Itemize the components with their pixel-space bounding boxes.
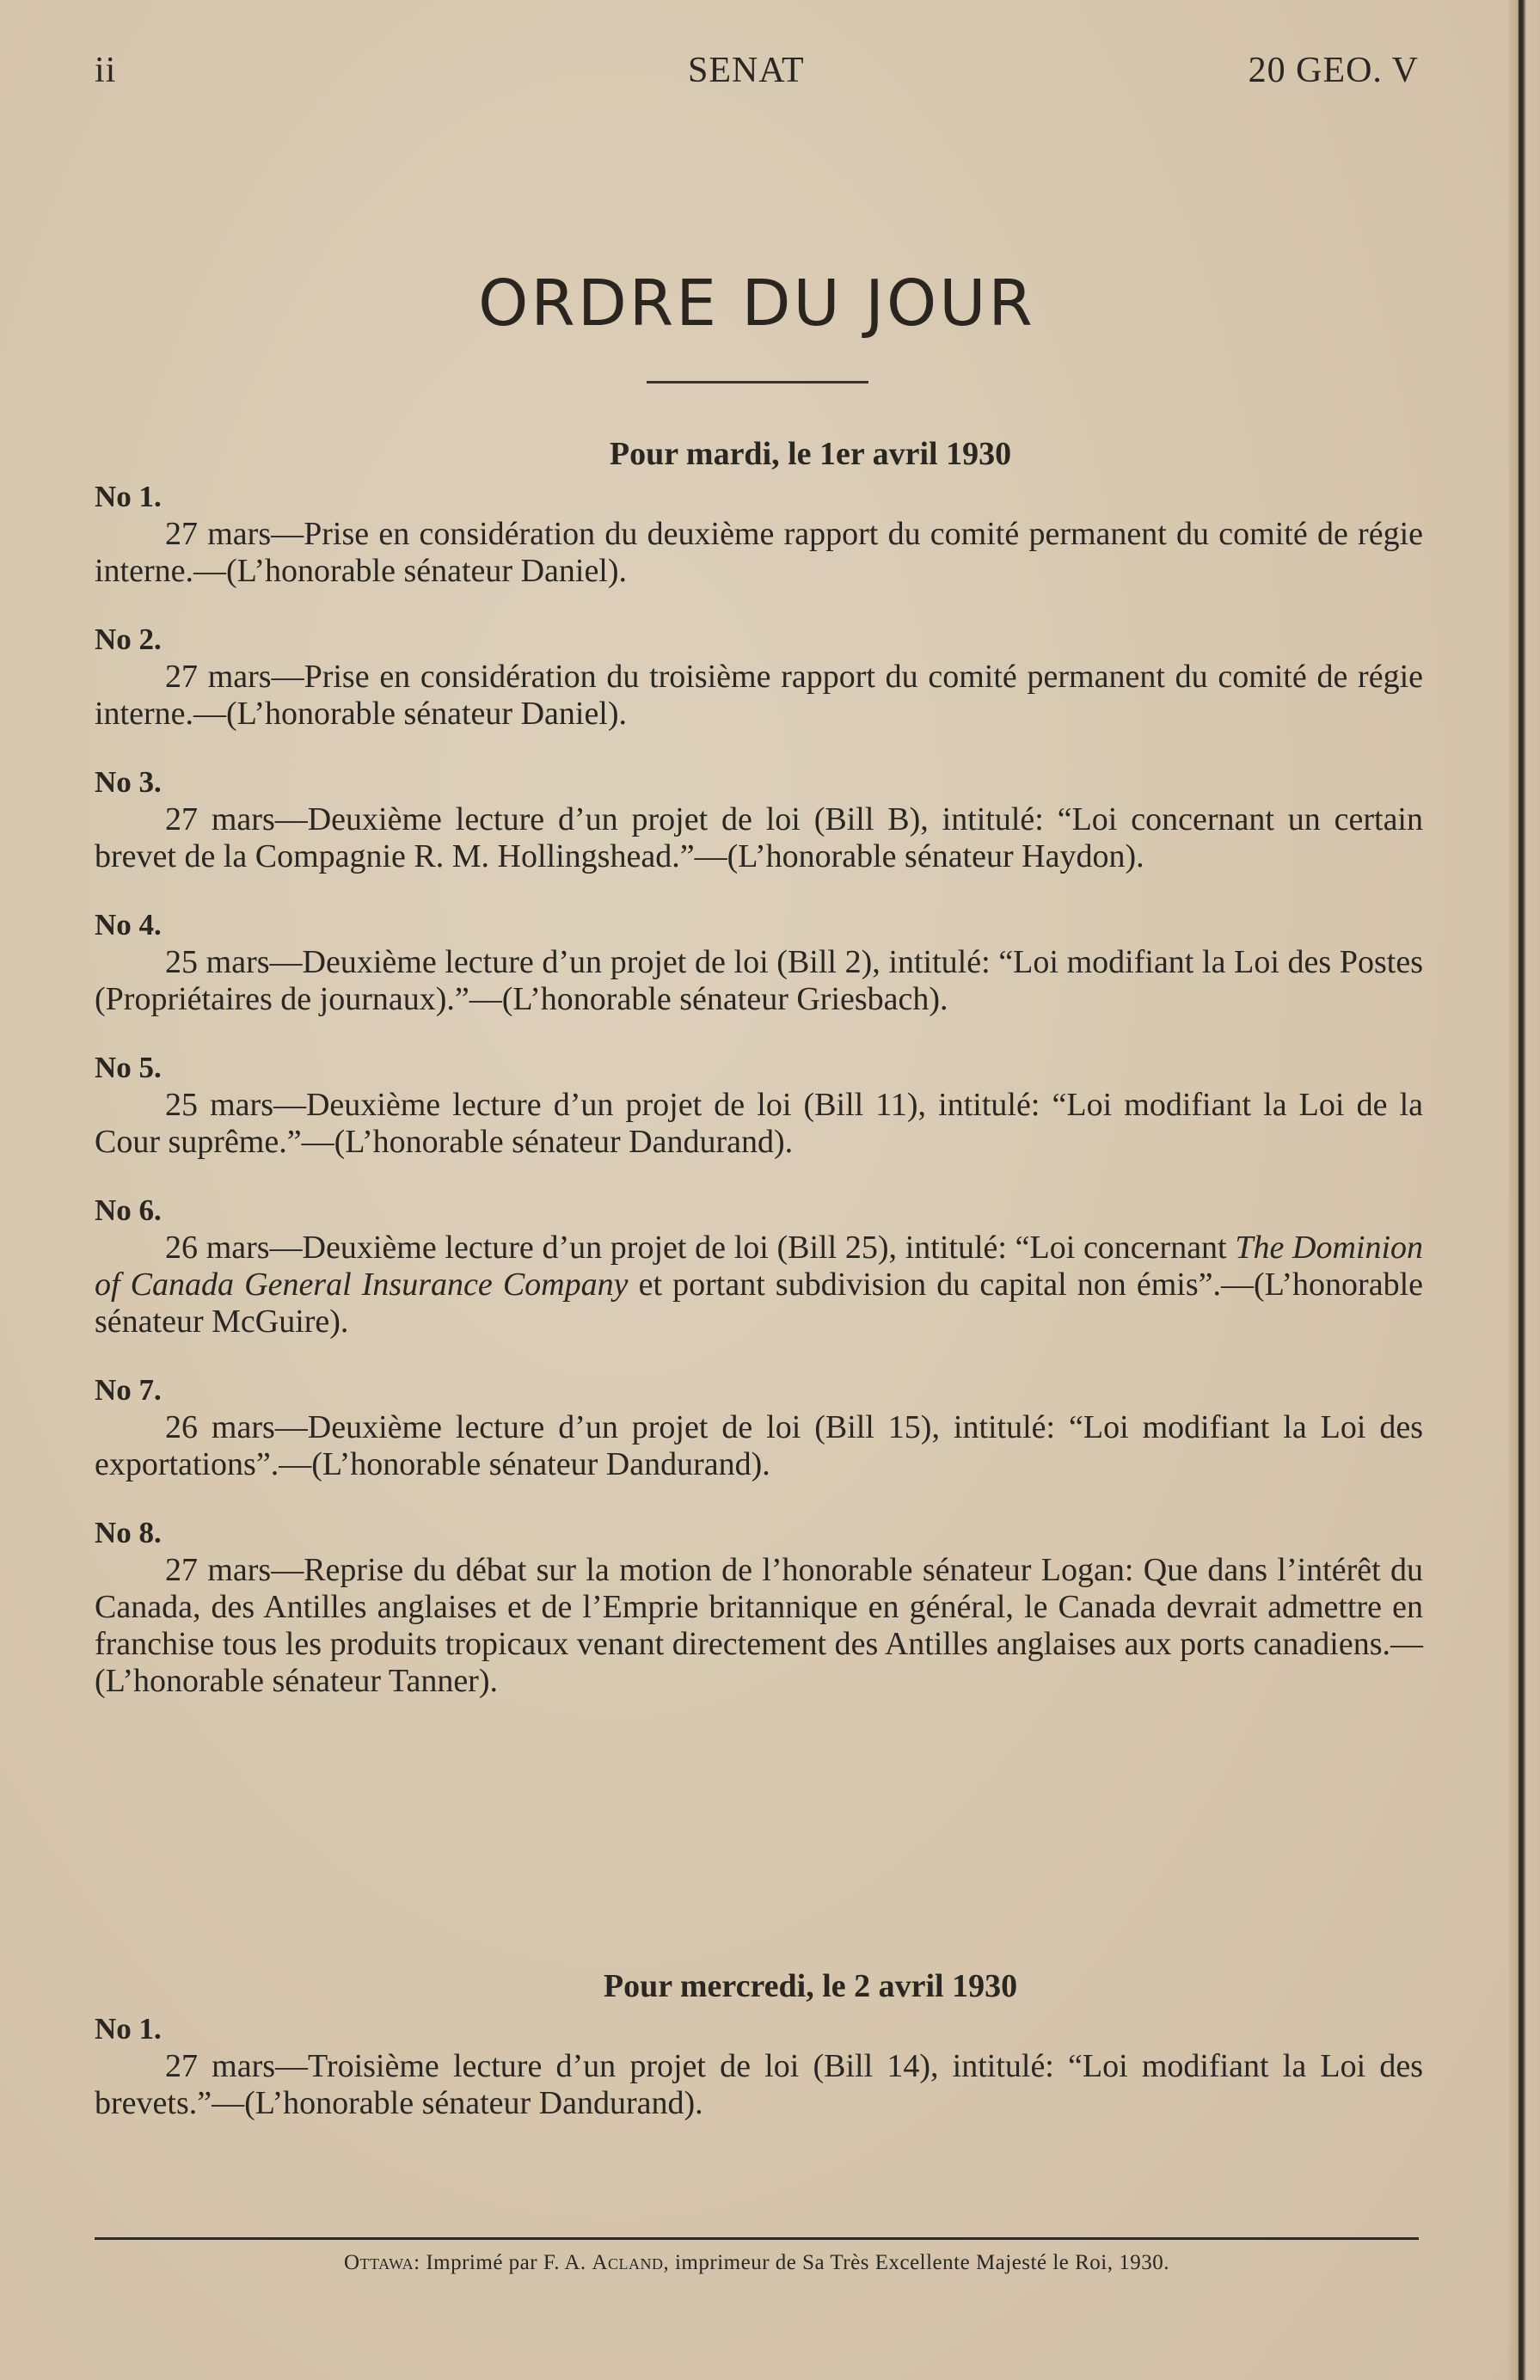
page-binding-edge (1509, 0, 1540, 2380)
item-text (95, 1230, 1423, 1340)
imprint-printer: Acland (592, 2251, 664, 2274)
section-heading: Pour mardi, le 1er avril 1930 (609, 436, 1012, 472)
item-text: 27 mars—Prise en considération du troisième rapport du comité permanent du comité de régie interne.—(L’honorable sénateur Daniel). (95, 659, 1423, 732)
agenda-item (95, 1049, 1423, 1161)
item-text: 26 mars—Deuxième lecture d’un projet de loi (Bill 15), intitulé: “Loi modifiant la Loi des exportations”.—(L’honorable sénateur Dandurand). (95, 1409, 1423, 1482)
item-number: No 5. (95, 1051, 162, 1084)
item-number: No 8. (95, 1516, 162, 1549)
item-text-before: 26 mars—Deuxième lecture d’un projet de loi (Bill 25), intitulé: “Loi concernant (165, 1230, 1236, 1266)
item-number: No 2. (95, 623, 162, 656)
item-number: No 6. (95, 1193, 162, 1227)
imprint-text-after: , imprimeur de Sa Très Excellente Majesté le Roi, 1930. (663, 2251, 1169, 2274)
item-number: No 1. (95, 480, 162, 513)
company-name-italic: The Dominion of Canada General Insurance Company (95, 1230, 1424, 1303)
imprint-city: Ottawa (343, 2251, 414, 2274)
item-number: No 3. (95, 765, 162, 799)
item-text: 27 mars—Troisième lecture d’un projet de loi (Bill 14), intitulé: “Loi modifiant la Loi des brevets.”—(L’honorable sénateur Dandurand). (95, 2048, 1423, 2121)
agenda-item (95, 478, 1423, 590)
item-text-after: et portant subdivision du capital non émis”.—(L’honorable sénateur McGuire). (95, 1267, 1423, 1340)
item-number: No 7. (95, 1373, 162, 1407)
item-text: 27 mars—Deuxième lecture d’un projet de loi (Bill B), intitulé: “Loi concernant un certain brevet de la Compagnie R. M. Hollingshead.”—(L’honorable sénateur Haydon). (95, 801, 1423, 874)
agenda-item (95, 1514, 1423, 1700)
agenda-item (95, 621, 1423, 733)
running-header (95, 50, 1419, 101)
agenda-item (95, 2010, 1423, 2122)
title-divider (647, 381, 868, 383)
item-number: No 1. (95, 2012, 162, 2046)
printer-imprint (0, 2251, 1513, 2275)
imprint-text-before: : Imprimé par F. A. (414, 2251, 592, 2274)
item-text: 27 mars—Prise en considération du deuxième rapport du comité permanent du comité de régie interne.—(L’honorable sénateur Daniel). (95, 516, 1423, 589)
agenda-item (95, 1192, 1423, 1340)
item-text: 27 mars—Reprise du débat sur la motion de l’honorable sénateur Logan: Que dans l’intérêt du Canada, des Antilles anglaises et de l’Emprie britannique en général, le Canada devrait admettre en franchise tous les produits tropicaux venant directement des Antilles anglaises aux ports canadiens.—(L’honorable sénateur Tanner). (95, 1552, 1423, 1699)
header-regnal-year: 20 GEO. V (1248, 51, 1419, 90)
agenda-item (95, 906, 1423, 1018)
section-heading: Pour mercredi, le 2 avril 1930 (603, 1968, 1018, 2004)
item-number: No 4. (95, 908, 162, 942)
section-wednesday (95, 1962, 1423, 2153)
header-center-title: SENAT (688, 51, 805, 90)
agenda-item (95, 1371, 1423, 1483)
page-title: ORDRE DU JOUR (478, 267, 1035, 340)
section-tuesday (95, 430, 1423, 1731)
item-text: 25 mars—Deuxième lecture d’un projet de loi (Bill 11), intitulé: “Loi modifiant la Loi de la Cour suprême.”—(L’honorable sénateur Dandurand). (95, 1087, 1423, 1160)
agenda-item (95, 764, 1423, 875)
page-number: ii (95, 51, 117, 90)
item-text: 25 mars—Deuxième lecture d’un projet de loi (Bill 2), intitulé: “Loi modifiant la Loi des Postes (Propriétaires de journaux).”—(L’honorable sénateur Griesbach). (95, 944, 1423, 1017)
footer-divider (95, 2237, 1419, 2240)
